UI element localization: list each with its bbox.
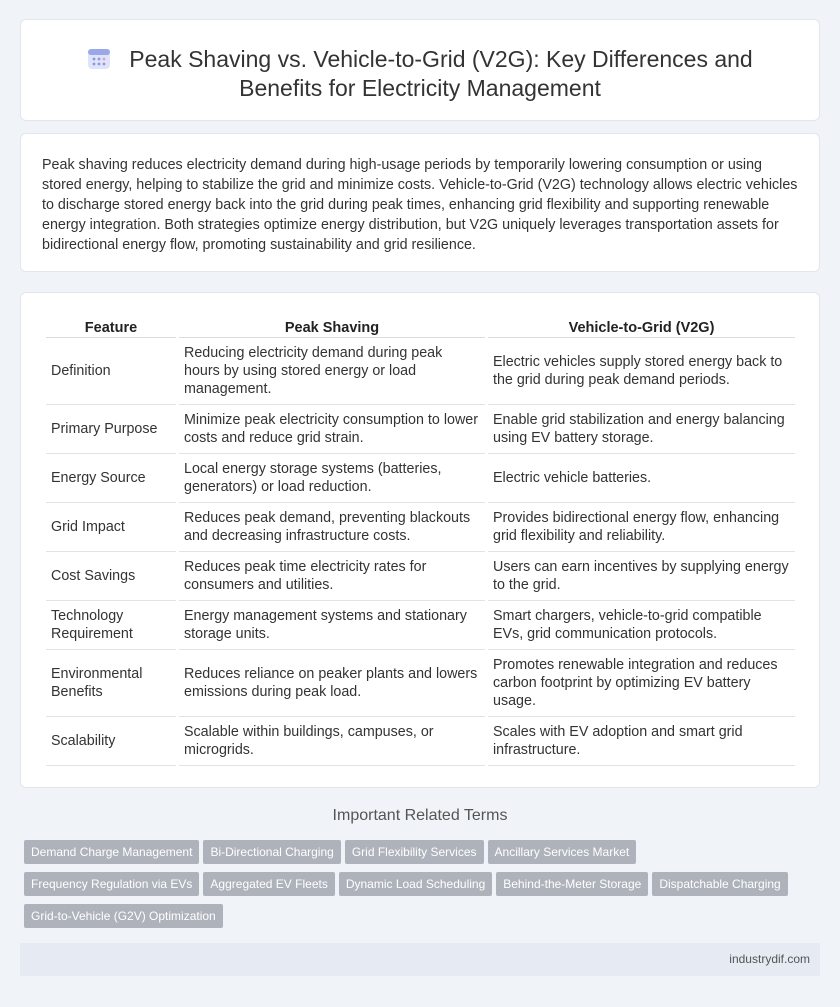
- feature-cell: Scalability: [46, 717, 176, 766]
- footer-bar: [20, 943, 820, 976]
- related-term-tag[interactable]: Frequency Regulation via EVs: [24, 872, 199, 896]
- v2g-cell: Electric vehicles supply stored energy back to the grid during peak demand periods.: [488, 338, 795, 405]
- v2g-cell: Users can earn incentives by supplying energy to the grid.: [488, 552, 795, 601]
- related-term-tag[interactable]: Grid-to-Vehicle (G2V) Optimization: [24, 904, 223, 928]
- related-term-tag[interactable]: Dispatchable Charging: [652, 872, 787, 896]
- page-title-text: Peak Shaving vs. Vehicle-to-Grid (V2G): Key Differences and Benefits for Electricity Management: [129, 46, 753, 101]
- peak-shaving-cell: Reduces reliance on peaker plants and lowers emissions during peak load.: [179, 650, 485, 717]
- table-row: [46, 454, 795, 503]
- table-row: [46, 717, 795, 766]
- feature-cell: Definition: [46, 338, 176, 405]
- related-term-tag[interactable]: Dynamic Load Scheduling: [339, 872, 492, 896]
- related-term-tag[interactable]: Behind-the-Meter Storage: [496, 872, 648, 896]
- intro-paragraph: Peak shaving reduces electricity demand during high-usage periods by temporarily lowering consumption or using stored energy, helping to stabilize the grid and minimize costs. Vehicle-to-Grid (V2G) technology allows electric vehicles to discharge stored energy back into the grid during peak times, enhancing grid flexibility and supporting renewable energy integration. Both strategies optimize energy distribution, but V2G uniquely leverages transportation assets for bidirectional energy flow, promoting sustainability and grid resilience.: [42, 157, 798, 253]
- related-terms-heading: Important Related Terms: [332, 807, 508, 824]
- v2g-cell: Promotes renewable integration and reduces carbon footprint by optimizing EV battery usage.: [488, 650, 795, 717]
- related-terms-tags: [24, 840, 804, 936]
- peak-shaving-cell: Local energy storage systems (batteries, generators) or load reduction.: [179, 454, 485, 503]
- related-term-tag[interactable]: Bi-Directional Charging: [203, 840, 340, 864]
- feature-cell: Technology Requirement: [46, 601, 176, 650]
- peak-shaving-cell: Reduces peak demand, preventing blackouts and decreasing infrastructure costs.: [179, 503, 485, 552]
- title-wrap: [21, 45, 819, 103]
- v2g-cell: Enable grid stabilization and energy balancing using EV battery storage.: [488, 405, 795, 454]
- feature-cell: Grid Impact: [46, 503, 176, 552]
- peak-shaving-cell: Reducing electricity demand during peak hours by using stored energy or load management.: [179, 338, 485, 405]
- feature-cell: Energy Source: [46, 454, 176, 503]
- header-card: [20, 19, 820, 121]
- footer-site-link[interactable]: industrydif.com: [729, 952, 810, 966]
- table-row: [46, 601, 795, 650]
- related-term-tag[interactable]: Demand Charge Management: [24, 840, 199, 864]
- column-header-v2g: Vehicle-to-Grid (V2G): [488, 316, 795, 338]
- v2g-cell: Electric vehicle batteries.: [488, 454, 795, 503]
- v2g-cell: Provides bidirectional energy flow, enhancing grid flexibility and reliability.: [488, 503, 795, 552]
- related-term-tag[interactable]: Aggregated EV Fleets: [203, 872, 334, 896]
- feature-cell: Cost Savings: [46, 552, 176, 601]
- peak-shaving-cell: Scalable within buildings, campuses, or microgrids.: [179, 717, 485, 766]
- page-title: [21, 45, 819, 103]
- column-header-peak-shaving: Peak Shaving: [179, 316, 485, 338]
- table-row: [46, 552, 795, 601]
- v2g-cell: Scales with EV adoption and smart grid infrastructure.: [488, 717, 795, 766]
- related-term-tag[interactable]: Grid Flexibility Services: [345, 840, 484, 864]
- column-header-feature: Feature: [46, 316, 176, 338]
- related-term-tag[interactable]: Ancillary Services Market: [488, 840, 637, 864]
- calendar-grid-icon: [87, 47, 111, 71]
- table-row: [46, 338, 795, 405]
- peak-shaving-cell: Energy management systems and stationary storage units.: [179, 601, 485, 650]
- feature-cell: Environmental Benefits: [46, 650, 176, 717]
- peak-shaving-cell: Reduces peak time electricity rates for consumers and utilities.: [179, 552, 485, 601]
- feature-cell: Primary Purpose: [46, 405, 176, 454]
- v2g-cell: Smart chargers, vehicle-to-grid compatible EVs, grid communication protocols.: [488, 601, 795, 650]
- table-header-row: [46, 316, 795, 338]
- table-row: [46, 405, 795, 454]
- table-row: [46, 503, 795, 552]
- table-row: [46, 650, 795, 717]
- comparison-table-card: [20, 292, 820, 788]
- peak-shaving-cell: Minimize peak electricity consumption to lower costs and reduce grid strain.: [179, 405, 485, 454]
- intro-card: [20, 133, 820, 272]
- comparison-table: [43, 316, 798, 766]
